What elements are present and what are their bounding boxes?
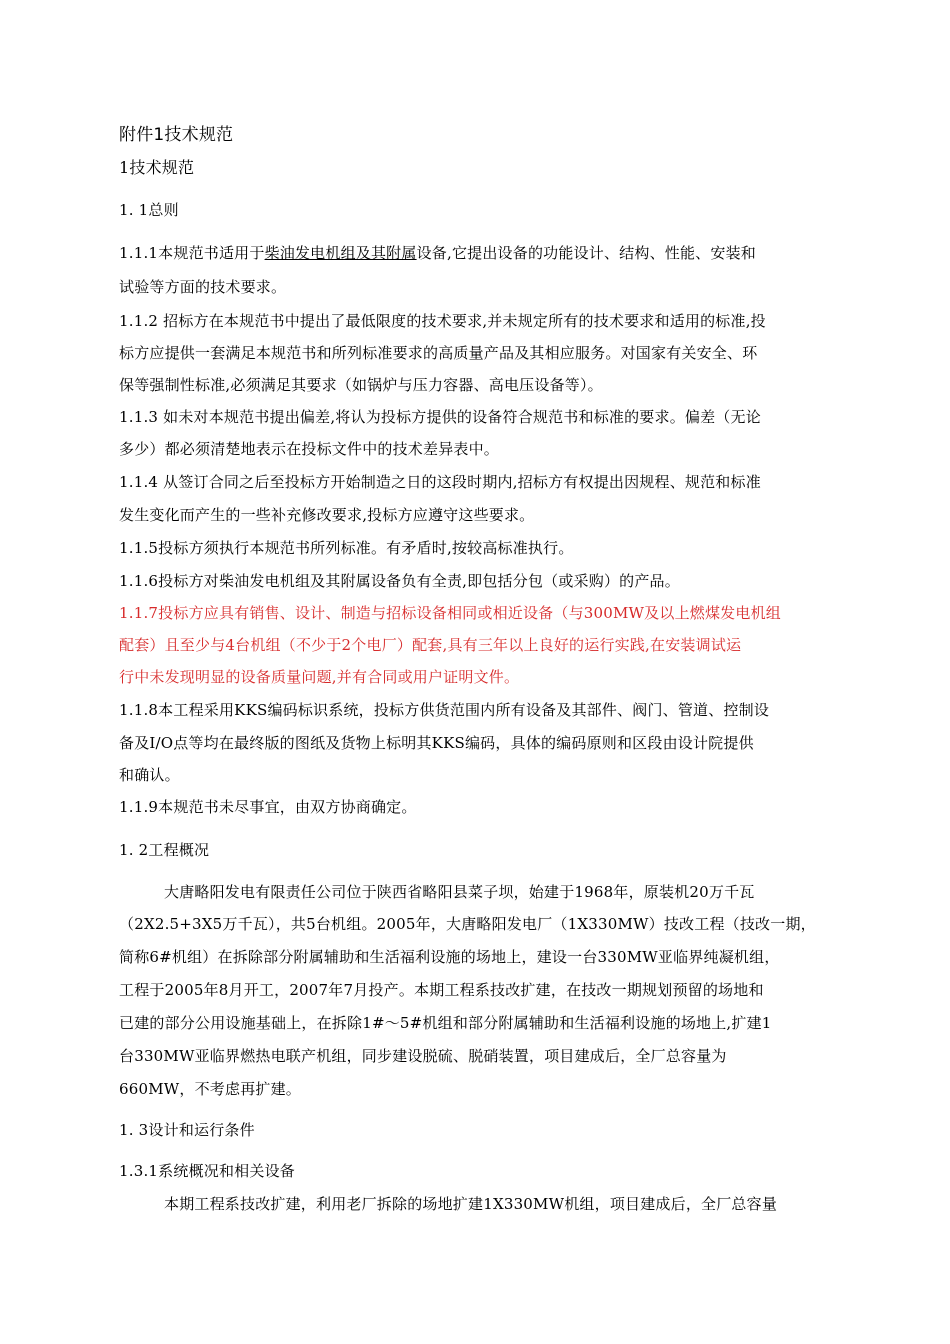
subsection-heading-1-2: 1. 2工程概况	[119, 841, 210, 859]
paragraph-1-1-1-line-1: 1.1.1本规范书适用于柴油发电机组及其附属设备,它提出设备的功能设计、结构、性能、安装和	[119, 244, 756, 262]
paragraph-1-1-1-line-2: 试验等方面的技术要求。	[119, 278, 287, 296]
paragraph-1-1-5: 1.1.5投标方须执行本规范书所列标准。有矛盾时,按较高标准执行。	[119, 539, 574, 557]
paragraph-1-1-6: 1.1.6投标方对柴油发电机组及其附属设备负有全责,即包括分包（或采购）的产品。	[119, 572, 680, 590]
paragraph-1-3-1-line-1: 本期工程系技改扩建，利用老厂拆除的场地扩建1X330MW机组，项目建成后，全厂总容量	[164, 1195, 778, 1213]
paragraph-1-1-3-line-2: 多少）都必须清楚地表示在投标文件中的技术差异表中。	[119, 440, 500, 458]
paragraph-1-1-7-line-3: 行中未发现明显的设备质量问题,并有合同或用户证明文件。	[119, 668, 520, 686]
underlined-text: 柴油发电机组及其附属	[264, 244, 417, 262]
paragraph-1-1-9: 1.1.9本规范书未尽事宜，由双方协商确定。	[119, 798, 417, 816]
paragraph-1-2-line-3: 简称6#机组）在拆除部分附属辅助和生活福利设施的场地上，建设一台330MW亚临界纯凝机组，	[119, 948, 780, 966]
paragraph-1-1-4-line-2: 发生变化而产生的一些补充修改要求,投标方应遵守这些要求。	[119, 506, 535, 524]
paragraph-1-2-line-5: 已建的部分公用设施基础上，在拆除1#〜5#机组和部分附属辅助和生活福利设施的场地上,扩建1	[119, 1014, 772, 1032]
paragraph-1-2-line-7: 660MW，不考虑再扩建。	[119, 1080, 302, 1098]
paragraph-1-1-8-line-2: 备及I/O点等均在最终版的图纸及货物上标明其KKS编码，具体的编码原则和区段由设计院提供	[119, 734, 754, 752]
paragraph-1-1-2-line-3: 保等强制性标准,必须满足其要求（如锅炉与压力容器、高电压设备等）。	[119, 376, 603, 394]
paragraph-1-1-7-line-2: 配套）且至少与4台机组（不少于2个电厂）配套,具有三年以上良好的运行实践,在安装调试运	[119, 636, 742, 654]
attachment-title: 附件1技术规范	[119, 125, 234, 145]
paragraph-1-2-line-2: （2X2.5+3X5万千瓦），共5台机组。2005年，大唐略阳发电厂（1X330MW）技改工程（技改一期，	[119, 915, 816, 933]
paragraph-1-1-2-line-2: 标方应提供一套满足本规范书和所列标准要求的高质量产品及其相应服务。对国家有关安全、环	[119, 344, 758, 362]
subsection-heading-1-3-1: 1.3.1系统概况和相关设备	[119, 1162, 295, 1180]
subsection-heading-1-3: 1. 3设计和运行条件	[119, 1121, 255, 1139]
paragraph-1-1-3-line-1: 1.1.3 如未对本规范书提出偏差,将认为投标方提供的设备符合规范书和标准的要求。偏差（无论	[119, 408, 761, 426]
paragraph-1-2-line-6: 台330MW亚临界燃热电联产机组，同步建设脱硫、脱硝装置，项目建成后，全厂总容量为	[119, 1047, 727, 1065]
paragraph-1-1-8-line-1: 1.1.8本工程采用KKS编码标识系统，投标方供货范围内所有设备及其部件、阀门、管道、控制设	[119, 701, 770, 719]
paragraph-1-1-4-line-1: 1.1.4 从签订合同之后至投标方开始制造之日的这段时期内,招标方有权提出因规程、规范和标准	[119, 473, 761, 491]
section-title: 1技术规范	[119, 158, 195, 177]
subsection-heading-1-1: 1. 1总则	[119, 201, 179, 219]
paragraph-1-2-line-1: 大唐略阳发电有限责任公司位于陕西省略阳县菜子坝，始建于1968年，原装机20万千瓦	[164, 883, 755, 901]
paragraph-1-1-7-line-1: 1.1.7投标方应具有销售、设计、制造与招标设备相同或相近设备（与300MW及以上燃煤发电机组	[119, 604, 781, 622]
paragraph-1-2-line-4: 工程于2005年8月开工，2007年7月投产。本期工程系技改扩建，在技改一期规划预留的场地和	[119, 981, 764, 999]
paragraph-1-1-8-line-3: 和确认。	[119, 766, 180, 784]
paragraph-1-1-2-line-1: 1.1.2 招标方在本规范书中提出了最低限度的技术要求,并未规定所有的技术要求和适用的标准,投	[119, 312, 766, 330]
